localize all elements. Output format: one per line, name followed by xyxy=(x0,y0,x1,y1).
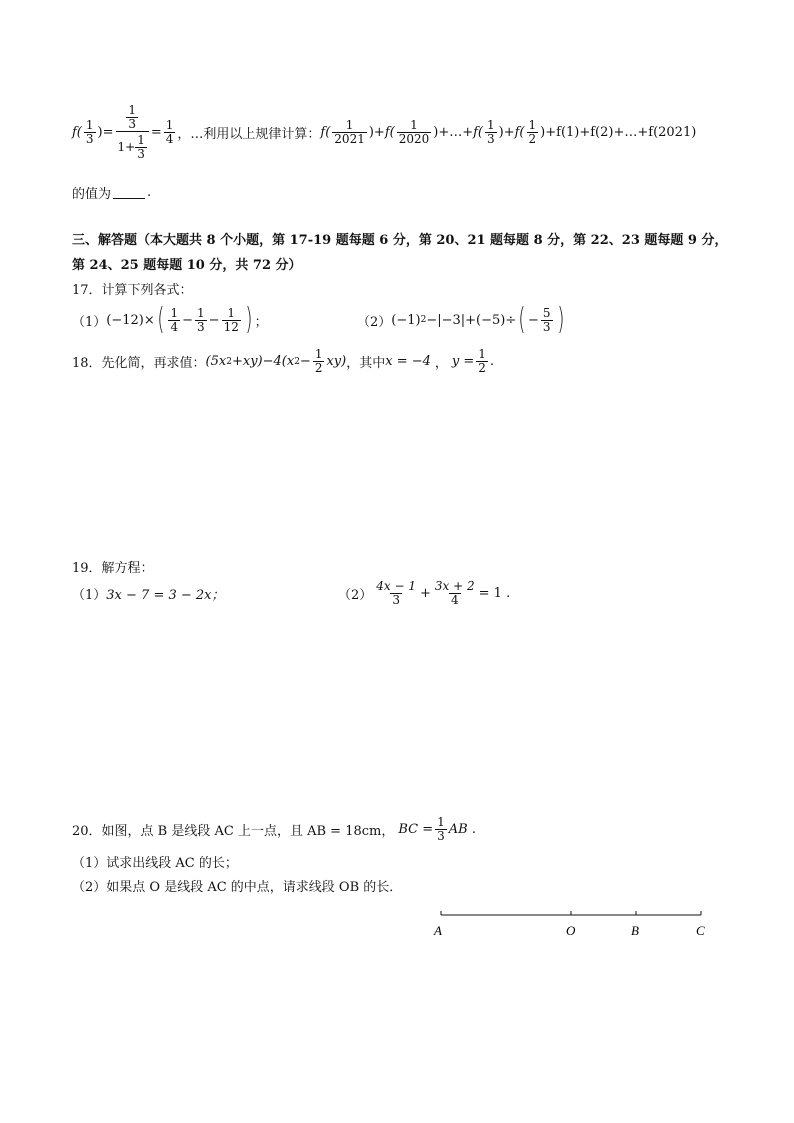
section3-heading-line1: 三、解答题（本大题共 8 个小题，第 17-19 题每题 6 分，第 20、21 题每题 8 分，第 22、23 题每题 9 分， xyxy=(72,233,728,248)
sum-tail: +f(1)+f(2)+…+f(2021) xyxy=(545,125,697,140)
segment-diagram xyxy=(430,905,720,945)
q19-title: 19．解方程： xyxy=(72,561,154,576)
q20-sub1: （1）试求出线段 AC 的长； xyxy=(72,856,238,871)
fraction-one-third: $\frac{1}{3}$ xyxy=(85,118,94,146)
q17-part2: （2） (−1) 2 −|−3|+(−5)÷ ( − $\frac{5}{3}$ ) xyxy=(357,302,564,337)
answer-blank xyxy=(113,186,145,199)
label-o: O xyxy=(566,923,576,938)
fraction-one-quarter: $\frac{1}{4}$ xyxy=(165,118,174,146)
q16-text-mid: ，…利用以上规律计算： xyxy=(177,127,321,142)
q17-part1: （1） (−12)× ( $\frac{1}{4}$ − $\frac{1}{3}$ − $\frac{1}{12}$ ) ； xyxy=(72,302,268,337)
q17-title: 17．计算下列各式： xyxy=(72,283,193,298)
sum-term-4: $\frac{1}{2}$ xyxy=(528,118,537,146)
compound-fraction: $\frac{1}{3}$ 1+ $\frac{1}{3}$ xyxy=(116,104,149,161)
close-paren-eq: )= xyxy=(97,125,114,140)
sum-term-2: $\frac{1}{2020}$ xyxy=(398,118,430,146)
label-c: C xyxy=(696,923,705,938)
q20-sub2: （2）如果点 O 是线段 AC 的中点，请求线段 OB 的长． xyxy=(72,880,403,895)
q18-line: 18．先化简，再求值： (5x 2 +xy)−4(x 2 − $\frac{1}{2}$ xy) ，其中 x = −4 ， y = $\frac{1}{2}$ . xyxy=(72,347,495,375)
q20-line: 20．如图，点 B 是线段 AC 上一点，且 AB = 18cm， BC = $\frac{1}{3}$ AB . xyxy=(72,815,476,843)
f-label: f( xyxy=(72,125,82,140)
sum-term-1: $\frac{1}{2021}$ xyxy=(334,118,365,146)
q19-part1: （1） 3x − 7 = 3 − 2x； xyxy=(72,588,225,603)
label-a: A xyxy=(434,923,442,938)
label-b: B xyxy=(631,923,639,938)
q19-part2: （2） $\frac{4x - 1}{3}$ + $\frac{3x + 2}{4}$ = 1 . xyxy=(338,579,511,607)
section3-heading-line2: 第 24、25 题每题 10 分，共 72 分） xyxy=(72,258,302,273)
q16-definition-line: f( $\frac{1}{3}$ )= $\frac{1}{3}$ 1+ $\frac{1}{3}$ = $\frac{1}{4}$ ，…利用以上规律计算： f( $\frac{1}{2021}$ )+ f( $\frac{1}{2020}$ ) +…+ f( $\frac{1}{3}$ )+ f( $\frac{1}{2}$ ) +f(1)+f(2)+…+f(2021) xyxy=(72,103,697,161)
q16-value-line: 的值为 . xyxy=(72,185,152,202)
sum-term-3: $\frac{1}{3}$ xyxy=(487,118,495,146)
